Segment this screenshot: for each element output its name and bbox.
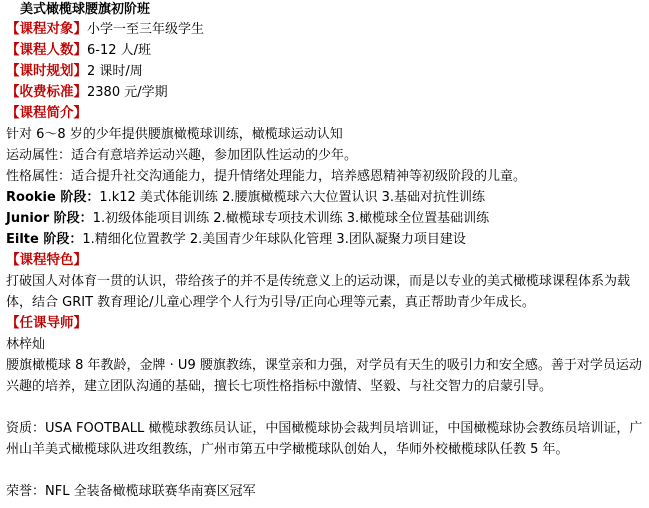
level-row-rookie	[6, 187, 645, 208]
class-size-label: 【课程人数】	[6, 42, 87, 58]
class-size-value: 6-12 人/班	[87, 43, 152, 58]
schedule-value: 2 课时/周	[87, 64, 143, 79]
schedule-row	[6, 61, 645, 82]
teacher-honors: 荣誉：NFL 全装备橄榄球联赛华南赛区冠军	[6, 484, 256, 499]
features-text: 打破国人对体育一贯的认识，带给孩子的并不是传统意义上的运动课，而是以专业的美式橄榄球课程体系为载体，结合 GRIT 教育理论/儿童心理学个人行为引导/正向心理等元素，真正帮助青少年成长。	[6, 274, 631, 310]
fee-value: 2380 元/学期	[87, 85, 168, 100]
audience-row	[6, 19, 645, 40]
intro-heading-row	[6, 103, 645, 124]
level-name: Junior 阶段：	[6, 211, 93, 226]
features-heading: 【课程特色】	[6, 252, 87, 268]
teacher-qualifications: 资质：USA FOOTBALL 橄榄球教练员认证，中国橄榄球协会裁判员培训证，中国橄榄球协会教练员培训证，广州山羊美式橄榄球队进攻组教练，广州市第五中学橄榄球队创始人，华师外校橄榄球队任教 5 年。	[6, 421, 643, 457]
teacher-name: 林梓灿	[6, 337, 46, 352]
fee-row	[6, 82, 645, 103]
course-title: 美式橄榄球腰旗初阶班	[20, 2, 151, 17]
fee-label: 【收费标准】	[6, 84, 87, 100]
schedule-label: 【课时规划】	[6, 63, 87, 79]
features-heading-row	[6, 250, 645, 271]
spacer	[6, 460, 645, 481]
level-text: 1.精细化位置教学 2.美国青少年球队化管理 3.团队凝聚力项目建设	[82, 232, 466, 247]
spacer	[6, 397, 645, 418]
intro-line: 运动属性：适合有意培养运动兴趣，参加团队性运动的少年。	[6, 148, 358, 163]
level-text: 1.k12 美式体能训练 2.腰旗橄榄球六大位置认识 3.基础对抗性训练	[99, 190, 486, 205]
teacher-bio: 腰旗橄榄球 8 年教龄，金牌 · U9 腰旗教练，课堂亲和力强，对学员有天生的吸引力和安全感。善于对学员运动兴趣的培养，建立团队沟通的基础，擅长七项性格指标中激情、坚毅、与社交智力的启蒙引导。	[6, 358, 642, 394]
intro-line: 针对 6～8 岁的少年提供腰旗橄榄球训练，橄榄球运动认知	[6, 127, 343, 142]
class-size-row	[6, 40, 645, 61]
level-name: Eilte 阶段：	[6, 232, 83, 247]
teacher-heading: 【任课导师】	[6, 315, 87, 331]
level-row-junior	[6, 208, 645, 229]
intro-line: 性格属性：适合提升社交沟通能力，提升情绪处理能力，培养感恩精神等初级阶段的儿童。	[6, 169, 527, 184]
intro-heading: 【课程简介】	[6, 105, 87, 121]
audience-value: 小学一至三年级学生	[87, 22, 205, 37]
teacher-heading-row	[6, 313, 645, 334]
audience-label: 【课程对象】	[6, 21, 87, 37]
level-name: Rookie 阶段：	[6, 190, 100, 205]
level-text: 1.初级体能项目训练 2.橄榄球专项技术训练 3.橄榄球全位置基础训练	[92, 211, 490, 226]
level-row-elite	[6, 229, 645, 250]
